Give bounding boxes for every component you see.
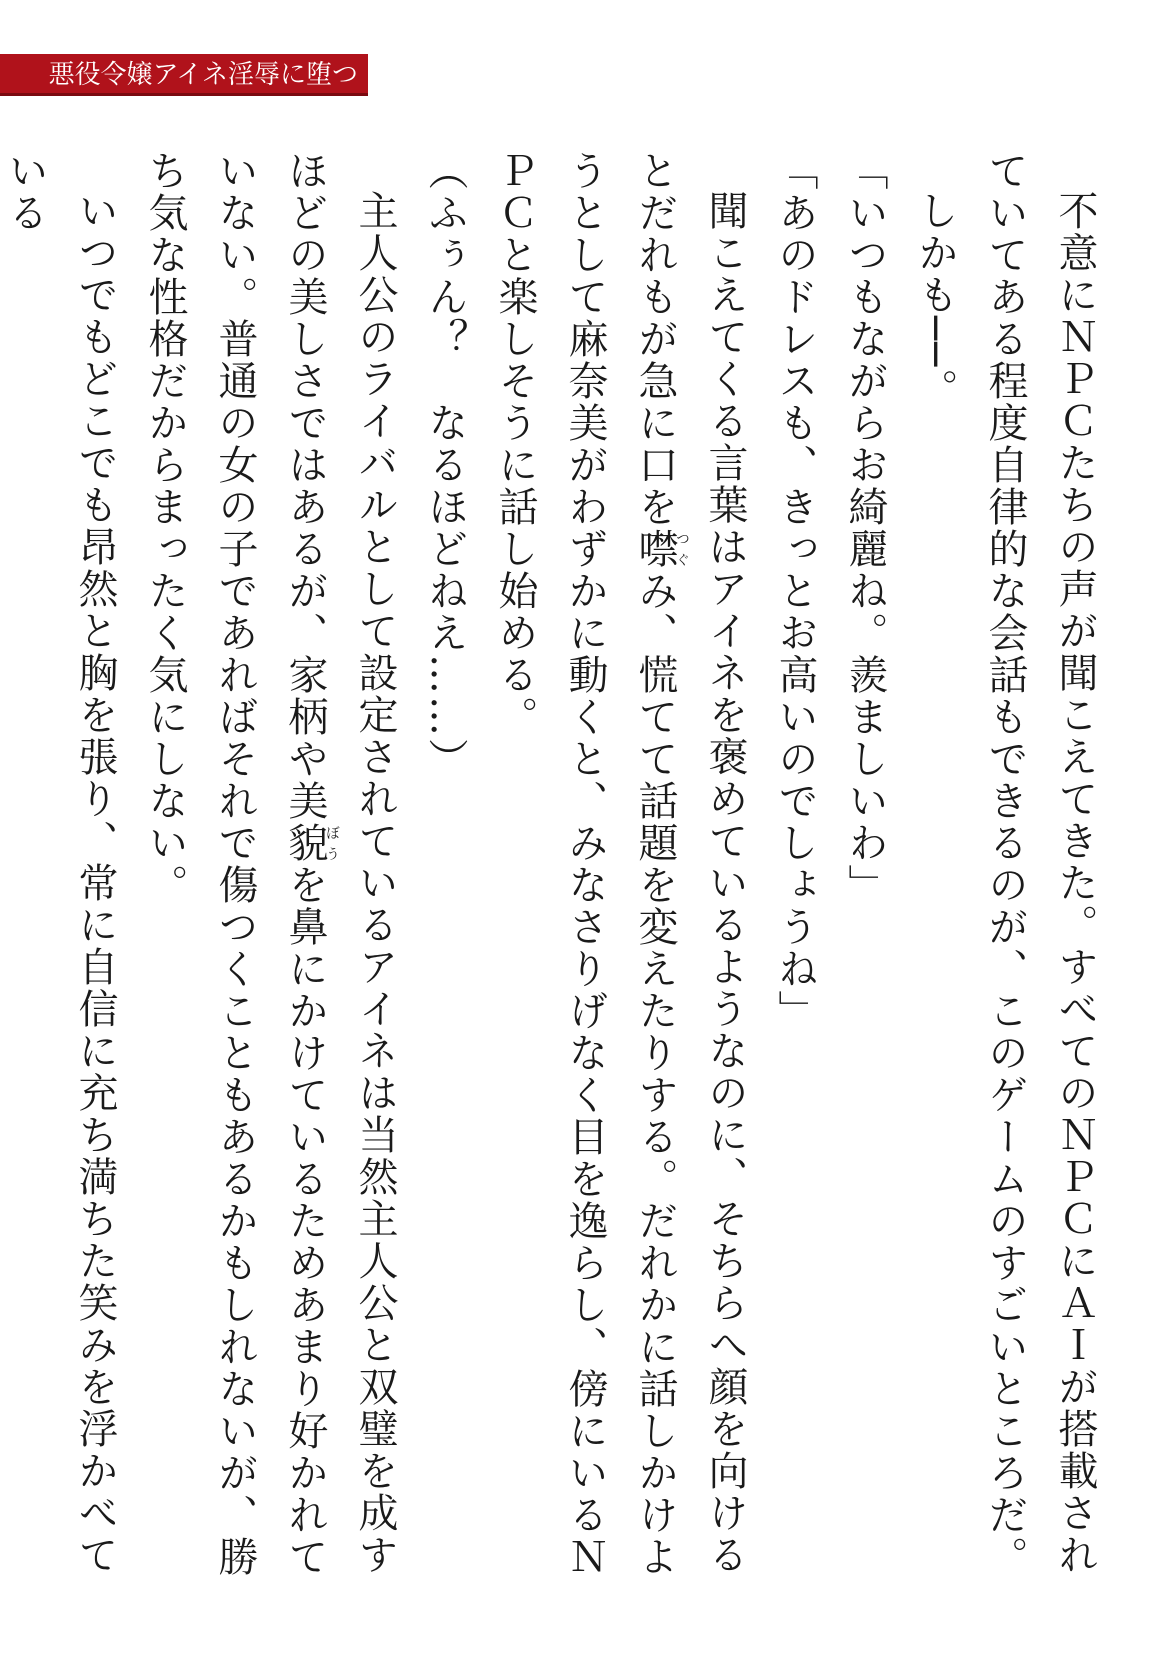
text-run: 不意にＮＰＣたちの声が聞こえてきた。すべてのＮＰＣにＡＩが搭載されていてある程度自律的な会話もできるのが、このゲームのすごいところだ。 [982, 150, 1098, 1578]
paragraph [970, 150, 1110, 1580]
vertical-body-text [0, 150, 1110, 1580]
paragraph [410, 150, 480, 1580]
text-run: 「いつもながらお綺麗ね。羨ましいわ」 [842, 150, 888, 906]
paragraph [900, 150, 970, 1580]
text-run: 「あのドレスも、きっとお高いのでしょうね」 [772, 150, 818, 1032]
running-header-band [0, 54, 368, 96]
paragraph [0, 150, 130, 1580]
paragraph [830, 150, 900, 1580]
running-header-title: 悪役令嬢アイネ淫辱に堕つ [48, 60, 358, 90]
ruby-reading: つぐ [674, 528, 690, 570]
text-run: を鼻にかけているためあまり好かれていない。普通の女の子であればそれで傷つくこともあるかもしれないが、勝ち気な性格だからまったく気にしない。 [142, 150, 328, 1578]
paragraph [760, 150, 830, 1580]
text-run: （ふぅん？ なるほどねえ……） [422, 150, 468, 780]
paragraph [130, 150, 410, 1580]
text-run: 主人公のライバルとして設定されているアイネは当然主人公と双璧を成すほどの美しさではあるが、家柄や美 [282, 150, 398, 1576]
ruby-annotation [632, 528, 690, 570]
text-run: いつでもどこでも昂然と胸を張り、常に自信に充ち満ちた笑みを浮かべている [2, 150, 118, 1576]
text-run: 聞こえてくる言葉はアイネを褒めているようなのに、そちらへ顔を向けるとだれもが急に口を [632, 150, 748, 1576]
ruby-annotation [282, 822, 340, 864]
ruby-reading: ぼう [324, 822, 340, 864]
paragraph [480, 150, 760, 1580]
text-run: しかも──。 [912, 190, 958, 411]
ruby-base: 貌 [282, 822, 328, 864]
text-run: み、慌てて話題を変えたりする。だれかに話しかけようとして麻奈美がわずかに動くと、みなさりげなく目を逸らし、傍にいるＮＰＣと楽しそうに話し始める。 [492, 150, 678, 1578]
ruby-base: 噤 [632, 528, 678, 570]
